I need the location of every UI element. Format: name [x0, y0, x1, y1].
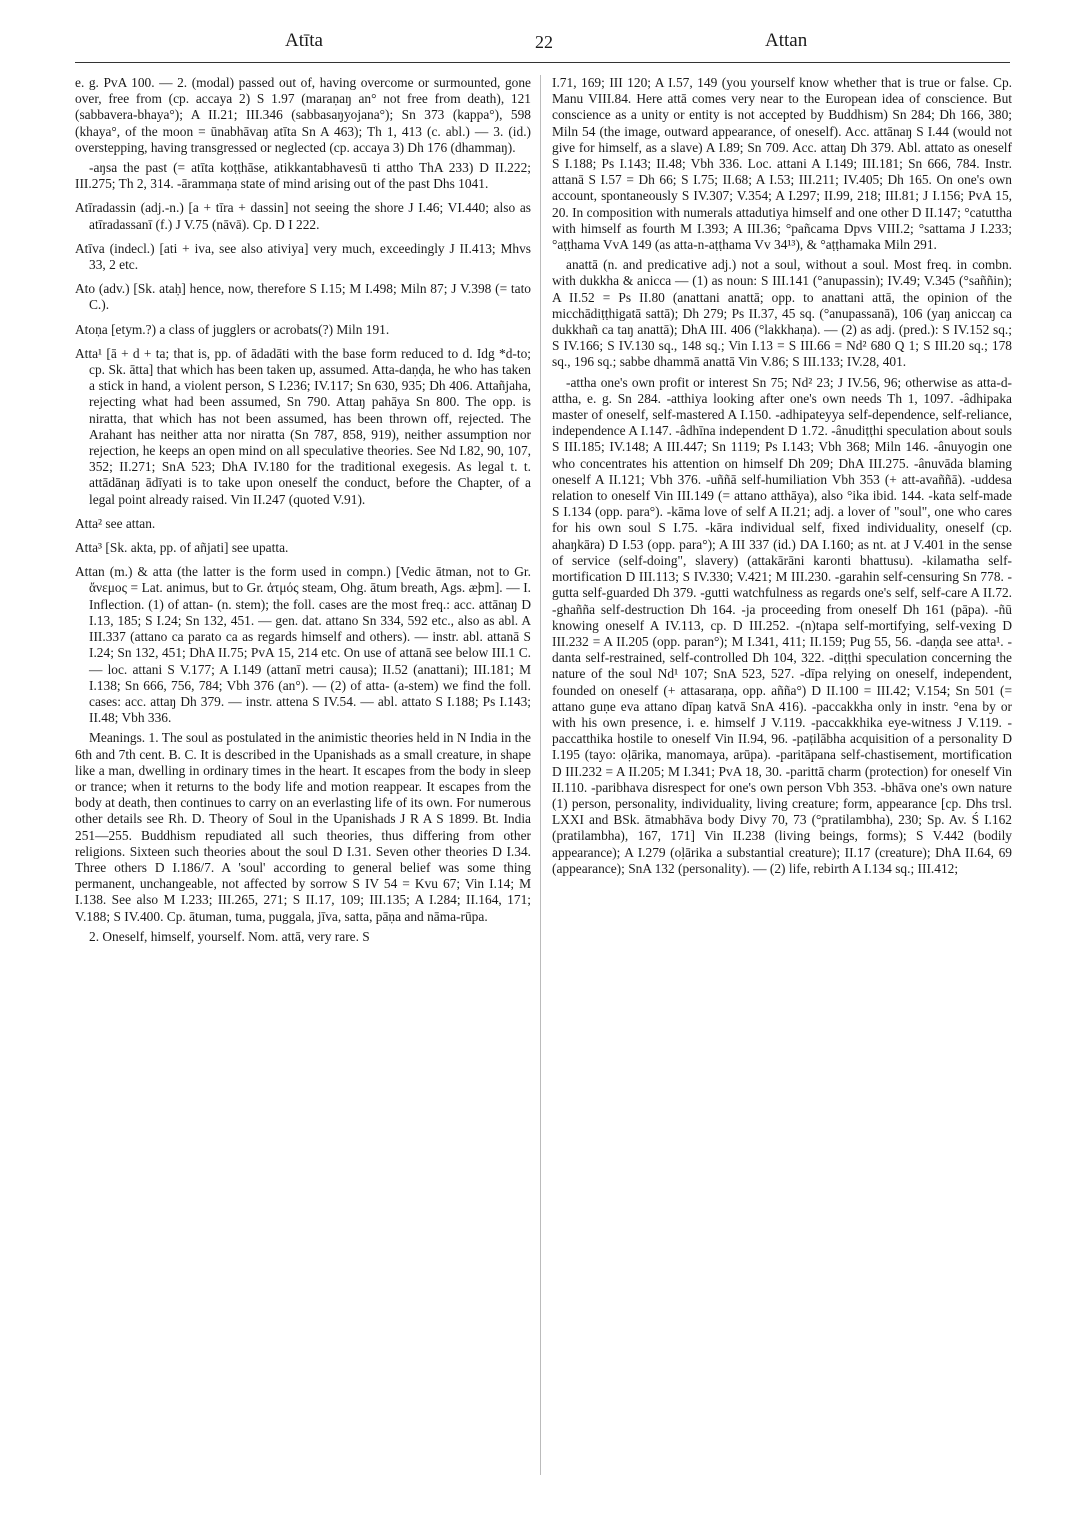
- left-column: [75, 75, 531, 949]
- page-header: [75, 30, 1010, 60]
- entry-ato: Ato (adv.) [Sk. ataḥ] hence, now, therefore S I.15; M I.498; Miln 87; J V.398 (= tato C.).: [75, 281, 531, 313]
- entry-atta-1: Atta¹ [ā + d + ta; that is, pp. of ādadāti with the base form reduced to d. Idg *d-to; cp. Sk. ātta] that which has been taken up, assumed. Atta-daṇḍa, he who has taken a stick in hand, a violent person, S I.236; IV.117; Sn 630, 935; Dh 406. Attañjaha, rejecting what had been assumed, Sn 790. Attaŋ pahāya Sn 800. The opp. is niratta, that which has not been assumed, has been thrown off, rejected. The Arahant has neither atta nor niratta (Sn 787, 858, 919), neither assumption nor rejection, he keeps an open mind on all speculative theories. See Nd I.82, 90, 107, 352; II.271; SnA 523; DhA IV.180 for the traditional exegesis. As legal t. t. attādānaŋ ādīyati is to take upon oneself the conduct, before the Chapter, of a legal point already raised. Vin II.247 (quoted V.91).: [75, 345, 531, 507]
- right-running-head: Attan: [765, 30, 808, 51]
- subentry-anatta: anattā (n. and predicative adj.) not a soul, without a soul. Most freq. in combn. with dukkha & anicca — (1) as noun: S III.141 (°anupassin); IV.49; V.345 (°saññin); A II.52 = Ps II.80 (anattani anattā; opp. to anattani attā, the opinion of the micchādiṭṭhigatā sattā); Dh 279; Ps II.37, 45 sq. (°anupassanā), 106 (yaŋ aniccaŋ ca dukkhañ ca taŋ anattā); DhA III. 406 (°lakkhaṇa). — (2) as adj. (pred.): S IV.152 sq.; S IV.166; S IV.130 sq., 148 sq.; Vin I.13 = S III.66 = Nd² 680 Q 1; S III.20 sq.; 178 sq., 196 sq.; sabbe dhammā anattā Vin V.86; S III.133; IV.28, 401.: [552, 257, 1012, 370]
- subentry-ansa: -aŋsa the past (= atīta koṭṭhāse, atikkantabhavesū ti attho ThA 233) D II.222; III.275; Th 2, 314. -ārammaṇa state of mind arising out of the past Dhs 1041.: [75, 160, 531, 192]
- header-rule: [75, 62, 1010, 63]
- left-running-head: Atīta: [285, 30, 323, 51]
- entry-atta-2: Atta² see attan.: [75, 515, 156, 531]
- entry-attan: Attan (m.) & atta (the latter is the form used in compn.) [Vedic ātman, not to Gr. ἄνεμος = Lat. animus, but to Gr. ἀτμός steam, Ohg. ātum breath, Ags. æþm]. — I. Inflection. (1) of attan- (n. stem); the foll. cases are the most freq.: acc. attānaŋ D I.13, 185; S I.24; Sn 132, 451. — gen. dat. attano Sn 334, 592 etc., also as abl. A III.337 (attano ca parato ca as regards himself and others). — instr. abl. attanā S I.24; Sn 132, 451; DhA II.75; PvA 15, 214 etc. On use of attanā see below III.1 C. — loc. attani S V.177; A I.149 (attanī metri causa); II.52 (anattani); III.181; M I.138; Sn 666, 756, 784; Vbh 376 (an°). — (2) of atta- (a-stem) we find the foll. cases: acc. attaŋ Dh 379. — instr. attena S IV.54. — abl. attato S I.188; Ps I.143; II.48; Vbh 336.: [75, 564, 531, 726]
- page-number: 22: [535, 32, 553, 52]
- entry-atta-3: Atta³ [Sk. akta, pp. of añjati] see upatta.: [75, 540, 289, 556]
- attan-meanings: Meanings. 1. The soul as postulated in the animistic theories held in N India in the 6th and 7th cent. B. C. It is described in the Upanishads as a small creature, in shape like a man, dwelling in ordinary times in the heart. It escapes from the body in sleep or trance; when it returns to the body life and motion reappear. It escapes from the body at death, then continues to carry on an everlasting life of its own. For numerous other details see Rh. D. Theory of Soul in the Upanishads J R A S 1899. Bt. India 251—255. Buddhism repudiated all such theories, thus differing from other religions. Sixteen such theories about the soul D I.31. Seven other theories D I.34. Three others D I.186/7. A 'soul' according to general belief was some thing permanent, unchangeable, not affected by sorrow S IV 54 = Kvu 67; Vin I.14; M I.138. See also M I.233; III.265, 271; S II.17, 109; III.135; A I.284; II.164, 171; V.188; S IV.400. Cp. ātuman, tuma, puggala, jīva, satta, pāṇa and nāma-rūpa.: [75, 730, 531, 924]
- right-column: [552, 75, 1012, 881]
- attan-compounds: -attha one's own profit or interest Sn 75; Nd² 23; J IV.56, 96; otherwise as atta-d-attha, e. g. Sn 284. -atthiya looking after one's own needs Th 1, 1097. -âdhipaka master of oneself, self-mastered A I.150. -adhipateyya self-dependence, self-reliance, independence A I.147. -âdhīna independent D 1.72. -ânudiṭṭhi speculation about souls S III.185; IV.148; A III.447; Sn 1119; Ps I.143; Vbh 368; Miln 146. -ânuyogin one who concentrates his attention on himself Dh 209; DhA III.275. -ânuvāda blaming oneself A II.121; Vbh 376. -uññā self-humiliation Vbh 353 (+ att-avaññā). -uddesa relation to oneself Vin III.149 (= attano atthāya), also °ika ibid. 144. -kata self-made S I.134 (opp. para°). -kāma love of self A II.21; adj. a lover of "soul", one who cares for his own soul S I.75. -kāra individual self, fixed individuality, oneself (cp. ahaŋkāra) D I.53 (opp. para°); A III 337 (id.) DA I.160; as nt. at J V.401 in the sense of service (self-doing", slavery) (attakārāni karonti bhattusu). -kilamatha self-mortification D III.113; S IV.330; V.421; M III.230. -garahin self-censuring Sn 778. -gutta self-guarded Dh 379. -gutti watchfulness as regards one's self, self-care A II.72. -ghañña self-destruction Dh 164. -ja proceeding from oneself Dh 161 (pāpa). -ñū knowing oneself A IV.113, cp. D III.252. -(n)tapa self-mortifying, self-vexing D III.232 = A II.205 (opp. paran°); M I.341, 411; II.159; Pug 55, 56. -daṇḍa see atta¹. -danta self-restrained, self-controlled Dh 104, 322. -diṭṭhi speculation concerning the nature of the soul Nd¹ 107; SnA 523, 527. -dīpa relying on oneself, independent, founded on oneself (+ attasaraṇa, opp. añña°) D II.100 = III.42; V.154; Sn 501 (= attano guṇe eva attano dīpaŋ katvā SnA 416). -paccakkha only in instr. °ena by or with his own presence, i. e. himself J V.119. -paccakkhika eye-witness J V.119. -paccatthika hostile to oneself Vin II.94, 96. -paṭilābha acquisition of a personality D I.195 (tayo: oḷārika, manomaya, arūpa). -paritāpana self-chastisement, mortification D III.232 = A II.205; M I.341; PvA 18, 30. -parittā charm (protection) for oneself Vin II.110. -paribhava disrespect for one's own person Vbh 353. -bhāva one's own nature (1) person, personality, individuality, living creature; form, appearance [cp. Dhs trsl. LXXI and BSk. ātmabhāva body Divy 70, 73 (°pratilambha), 230; Sp. Av. Ś I.162 (pratilambha), 167, 171] Vin II.238 (living beings, forms); S V.442 (bodily appearance); A I.279 (oḷārika a substantial creature); II.17 (creature); DhA II.64, 69 (appearance); SnA 132 (personality). — (2) life, rebirth A I.134 sq.; III.412;: [552, 374, 1012, 876]
- attan-continuation: I.71, 169; III 120; A I.57, 149 (you yourself know whether that is true or false. Cp. Manu VIII.84. Here attā comes very near to the European idea of conscience. But conscience as a unity or entity is not accepted by Buddhism) Sn 284; Dh 166, 380; Miln 54 (the image, outward appearance, of oneself). Acc. attānaŋ S I.44 (would not give for himself, as a slave) A I.89; Sn 709. Acc. attaŋ Dh 379. Abl. attato as oneself S I.188; Ps I.143; II.48; Vbh 336. Loc. attani A I.149; III.181; Sn 666, 784. Instr. attanā S I.57 = Dh 66; S I.75; II.68; A I.53; III.211; IV.405; Dh 165. On one's own account, spontaneously S IV.307; V.354; A I.297; II.99, 218; III.81; J I.156; PvA 15, 20. In composition with numerals attadutiya himself and one other D II.147; °catuttha with himself as fourth M I.393; A III.36; °pañcama Dpvs VIII.2; °sattama J I.233; °aṭṭhama VvA 149 (as atta-n-aṭṭhama Vv 34¹³), & °aṭṭhamaka Miln 291.: [552, 75, 1012, 253]
- entry-ativa: Atīva (indecl.) [ati + iva, see also ativiya] very much, exceedingly J II.413; Mhvs 33, 2 etc.: [75, 240, 531, 273]
- entry-atona: Atoṇa [etym.?) a class of jugglers or acrobats(?) Miln 191.: [75, 321, 390, 337]
- attan-meaning-2: 2. Oneself, himself, yourself. Nom. attā, very rare. S: [89, 928, 370, 944]
- column-divider: [540, 75, 541, 1475]
- entry-atiradassin: Atīradassin (adj.-n.) [a + tīra + dassin] not seeing the shore J I.46; VI.440; also as atīradassanī (f.) J V.75 (nāvā). Cp. D I 222.: [75, 200, 531, 232]
- entry-continuation: e. g. PvA 100. — 2. (modal) passed out of, having overcome or surmounted, gone over, free from (cp. accaya 2) S 1.97 (maraṇaŋ an° not free from death), 121 (sabbavera-bhaya°); A II.21; III.346 (sabbasaŋyojana°); Sn 373 (kappa°), 598 (khaya°, of the moon = ūnabhāvaŋ atīta Sn A 463); Th 1, 413 (c. abl.) — 3. (id.) overstepping, having transgressed or neglected (cp. accaya 3) Dh 176 (dhammaŋ).: [75, 75, 531, 155]
